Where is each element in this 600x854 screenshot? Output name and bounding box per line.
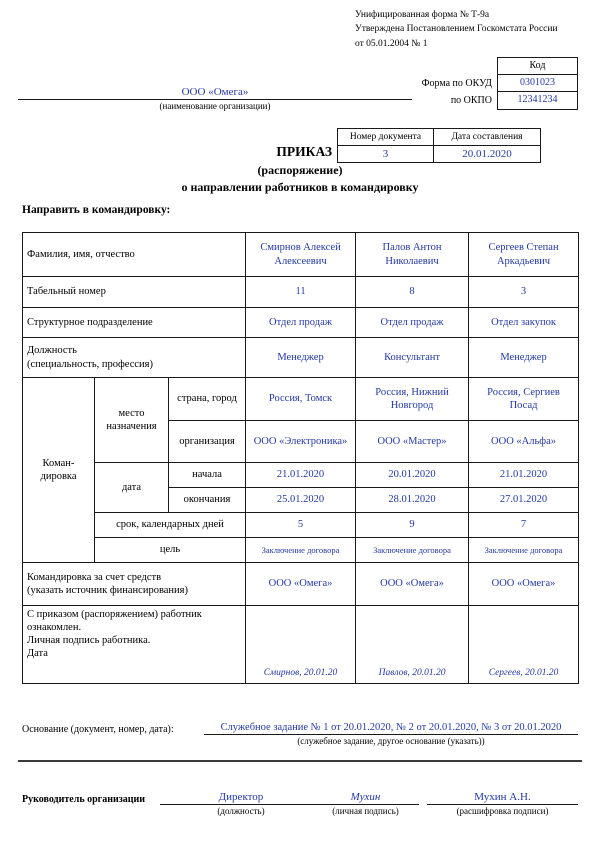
okpo-value: 12341234 (517, 94, 558, 105)
form-info-block (355, 8, 558, 51)
trip-group-line2: дировка (40, 471, 77, 482)
fio-value-2: Палов Антон Николаевич (356, 233, 469, 277)
signature-name-value: Мухин А.Н. (427, 791, 578, 805)
fio-value-1: Смирнов Алексей Алексеевич (246, 233, 356, 277)
document-subtitle-2: о направлении работников в командировку (181, 180, 419, 194)
ack-line4: Дата (27, 648, 48, 660)
form-info-line: Утверждена Постановлением Госкомстата России (355, 24, 558, 35)
ack-line2: ознакомлен. (27, 622, 82, 634)
personal-signature-field (312, 791, 419, 816)
document-title: ПРИКАЗ (276, 144, 332, 159)
position-value-2: Консультант (356, 338, 469, 378)
basis-label: Основание (документ, номер, дата): (22, 724, 174, 735)
organization-caption: (наименование организации) (159, 101, 271, 111)
trip-organization-label: организация (169, 421, 246, 463)
country-value-2: Россия, Нижний Новгород (356, 378, 469, 421)
trip-group-line1: Коман- (42, 457, 75, 469)
document-subtitle-1: (распоряжение) (257, 163, 343, 177)
tabnum-value-3: 3 (469, 277, 579, 308)
fio-label: Фамилия, имя, отчество (23, 233, 246, 277)
position-value-3: Менеджер (469, 338, 579, 378)
funding-label-line2: (указать источник финансирования) (27, 585, 188, 596)
tabnum-value-1: 11 (246, 277, 356, 308)
section-divider (18, 760, 582, 762)
purpose-value-1: Заключение договора (246, 538, 356, 563)
duration-label: срок, календарных дней (95, 513, 246, 538)
table-row-date-start (23, 463, 579, 488)
table-row-country (23, 378, 579, 421)
country-label: страна, город (169, 378, 246, 421)
date-end-value-3: 27.01.2020 (469, 488, 579, 513)
signature-name-field (427, 791, 578, 816)
table-row-fio (23, 233, 579, 277)
ack-line3: Личная подпись работника. (27, 635, 151, 647)
okud-value: 0301023 (498, 75, 577, 92)
date-start-value-1: 21.01.2020 (246, 463, 356, 488)
employee-signature-2: Павлов, 20.01.20 (356, 606, 469, 684)
table-row-acknowledgment (23, 606, 579, 684)
fio-value-3: Сергеев Степан Аркадьевич (469, 233, 579, 277)
division-value-2: Отдел продаж (356, 308, 469, 338)
form-info-line: Унифицированная форма № Т-9а (355, 10, 490, 20)
funding-value-3: ООО «Омега» (469, 563, 579, 606)
table-row-position (23, 338, 579, 378)
doc-date-label: Дата составления (434, 129, 541, 146)
funding-value-1: ООО «Омега» (246, 563, 356, 606)
ack-line1: С приказом (распоряжением) работник (27, 609, 202, 620)
division-value-1: Отдел продаж (246, 308, 356, 338)
table-row-purpose (23, 538, 579, 563)
form-info-line: от 05.01.2004 № 1 (355, 38, 428, 49)
date-start-value-2: 20.01.2020 (356, 463, 469, 488)
personal-signature-caption: (личная подпись) (332, 806, 399, 816)
code-table-block (422, 57, 578, 110)
code-table-labels (422, 57, 492, 109)
basis-value: Служебное задание № 1 от 20.01.2020, № 2 от 20.01.2020, № 3 от 20.01.2020 (204, 722, 578, 735)
organization-name: ООО «Омега» (18, 86, 412, 100)
trip-organization-value-2: ООО «Мастер» (356, 421, 469, 463)
date-end-value-2: 28.01.2020 (356, 488, 469, 513)
trip-group-label (23, 378, 95, 563)
position-field (160, 791, 322, 816)
employees-table (22, 232, 579, 684)
position-label (23, 338, 246, 378)
funding-label-line1: Командировка за счет средств (27, 571, 162, 583)
date-end-value-1: 25.01.2020 (246, 488, 356, 513)
code-header: Код (498, 58, 577, 75)
date-end-label: окончания (169, 488, 246, 513)
division-label: Структурное подразделение (23, 308, 246, 338)
country-value-3: Россия, Сергиев Посад (469, 378, 579, 421)
table-row-funding (23, 563, 579, 606)
organization-block (18, 86, 412, 111)
date-start-label: начала (169, 463, 246, 488)
position-caption: (должность) (217, 806, 265, 816)
duration-value-3: 7 (469, 513, 579, 538)
doc-number-label: Номер документа (338, 129, 434, 146)
position-value-1: Менеджер (246, 338, 356, 378)
purpose-value-2: Заключение договора (356, 538, 469, 563)
table-row-tabnum (23, 277, 579, 308)
intro-label: Направить в командировку: (22, 204, 171, 216)
date-start-value-3: 21.01.2020 (469, 463, 579, 488)
tabnum-label: Табельный номер (23, 277, 246, 308)
purpose-value-3: Заключение договора (469, 538, 579, 563)
signature-name-caption: (расшифровка подписи) (456, 806, 549, 816)
table-row-duration (23, 513, 579, 538)
okud-label: Форма по ОКУД (421, 78, 492, 89)
code-table (497, 57, 578, 110)
table-row-division (23, 308, 579, 338)
duration-value-1: 5 (246, 513, 356, 538)
date-label: дата (95, 463, 169, 513)
doc-date-value: 20.01.2020 (434, 146, 541, 163)
country-value-1: Россия, Томск (246, 378, 356, 421)
duration-value-2: 9 (356, 513, 469, 538)
employee-signature-3: Сергеев, 20.01.20 (469, 606, 579, 684)
position-label-line2: (специальность, профессия) (27, 358, 153, 370)
doc-number-value: 3 (338, 146, 434, 163)
basis-block (22, 722, 578, 746)
basis-field (204, 722, 578, 746)
trip-organization-value-3: ООО «Альфа» (469, 421, 579, 463)
position-label-line1: Должность (27, 345, 77, 357)
tabnum-value-2: 8 (356, 277, 469, 308)
trip-organization-value-1: ООО «Электроника» (246, 421, 356, 463)
basis-caption: (служебное задание, другое основание (указать)) (297, 736, 485, 746)
head-of-organization-label: Руководитель организации (22, 794, 146, 805)
doc-number-table (337, 128, 541, 163)
acknowledgment-label (23, 606, 246, 684)
destination-label: место назначения (95, 378, 169, 463)
funding-value-2: ООО «Омега» (356, 563, 469, 606)
funding-label (23, 563, 246, 606)
purpose-label: цель (95, 538, 246, 563)
personal-signature-value: Мухин (312, 791, 419, 805)
employee-signature-1: Смирнов, 20.01.20 (246, 606, 356, 684)
position-value: Директор (160, 791, 322, 805)
division-value-3: Отдел закупок (469, 308, 579, 338)
okpo-label: по ОКПО (450, 95, 492, 106)
